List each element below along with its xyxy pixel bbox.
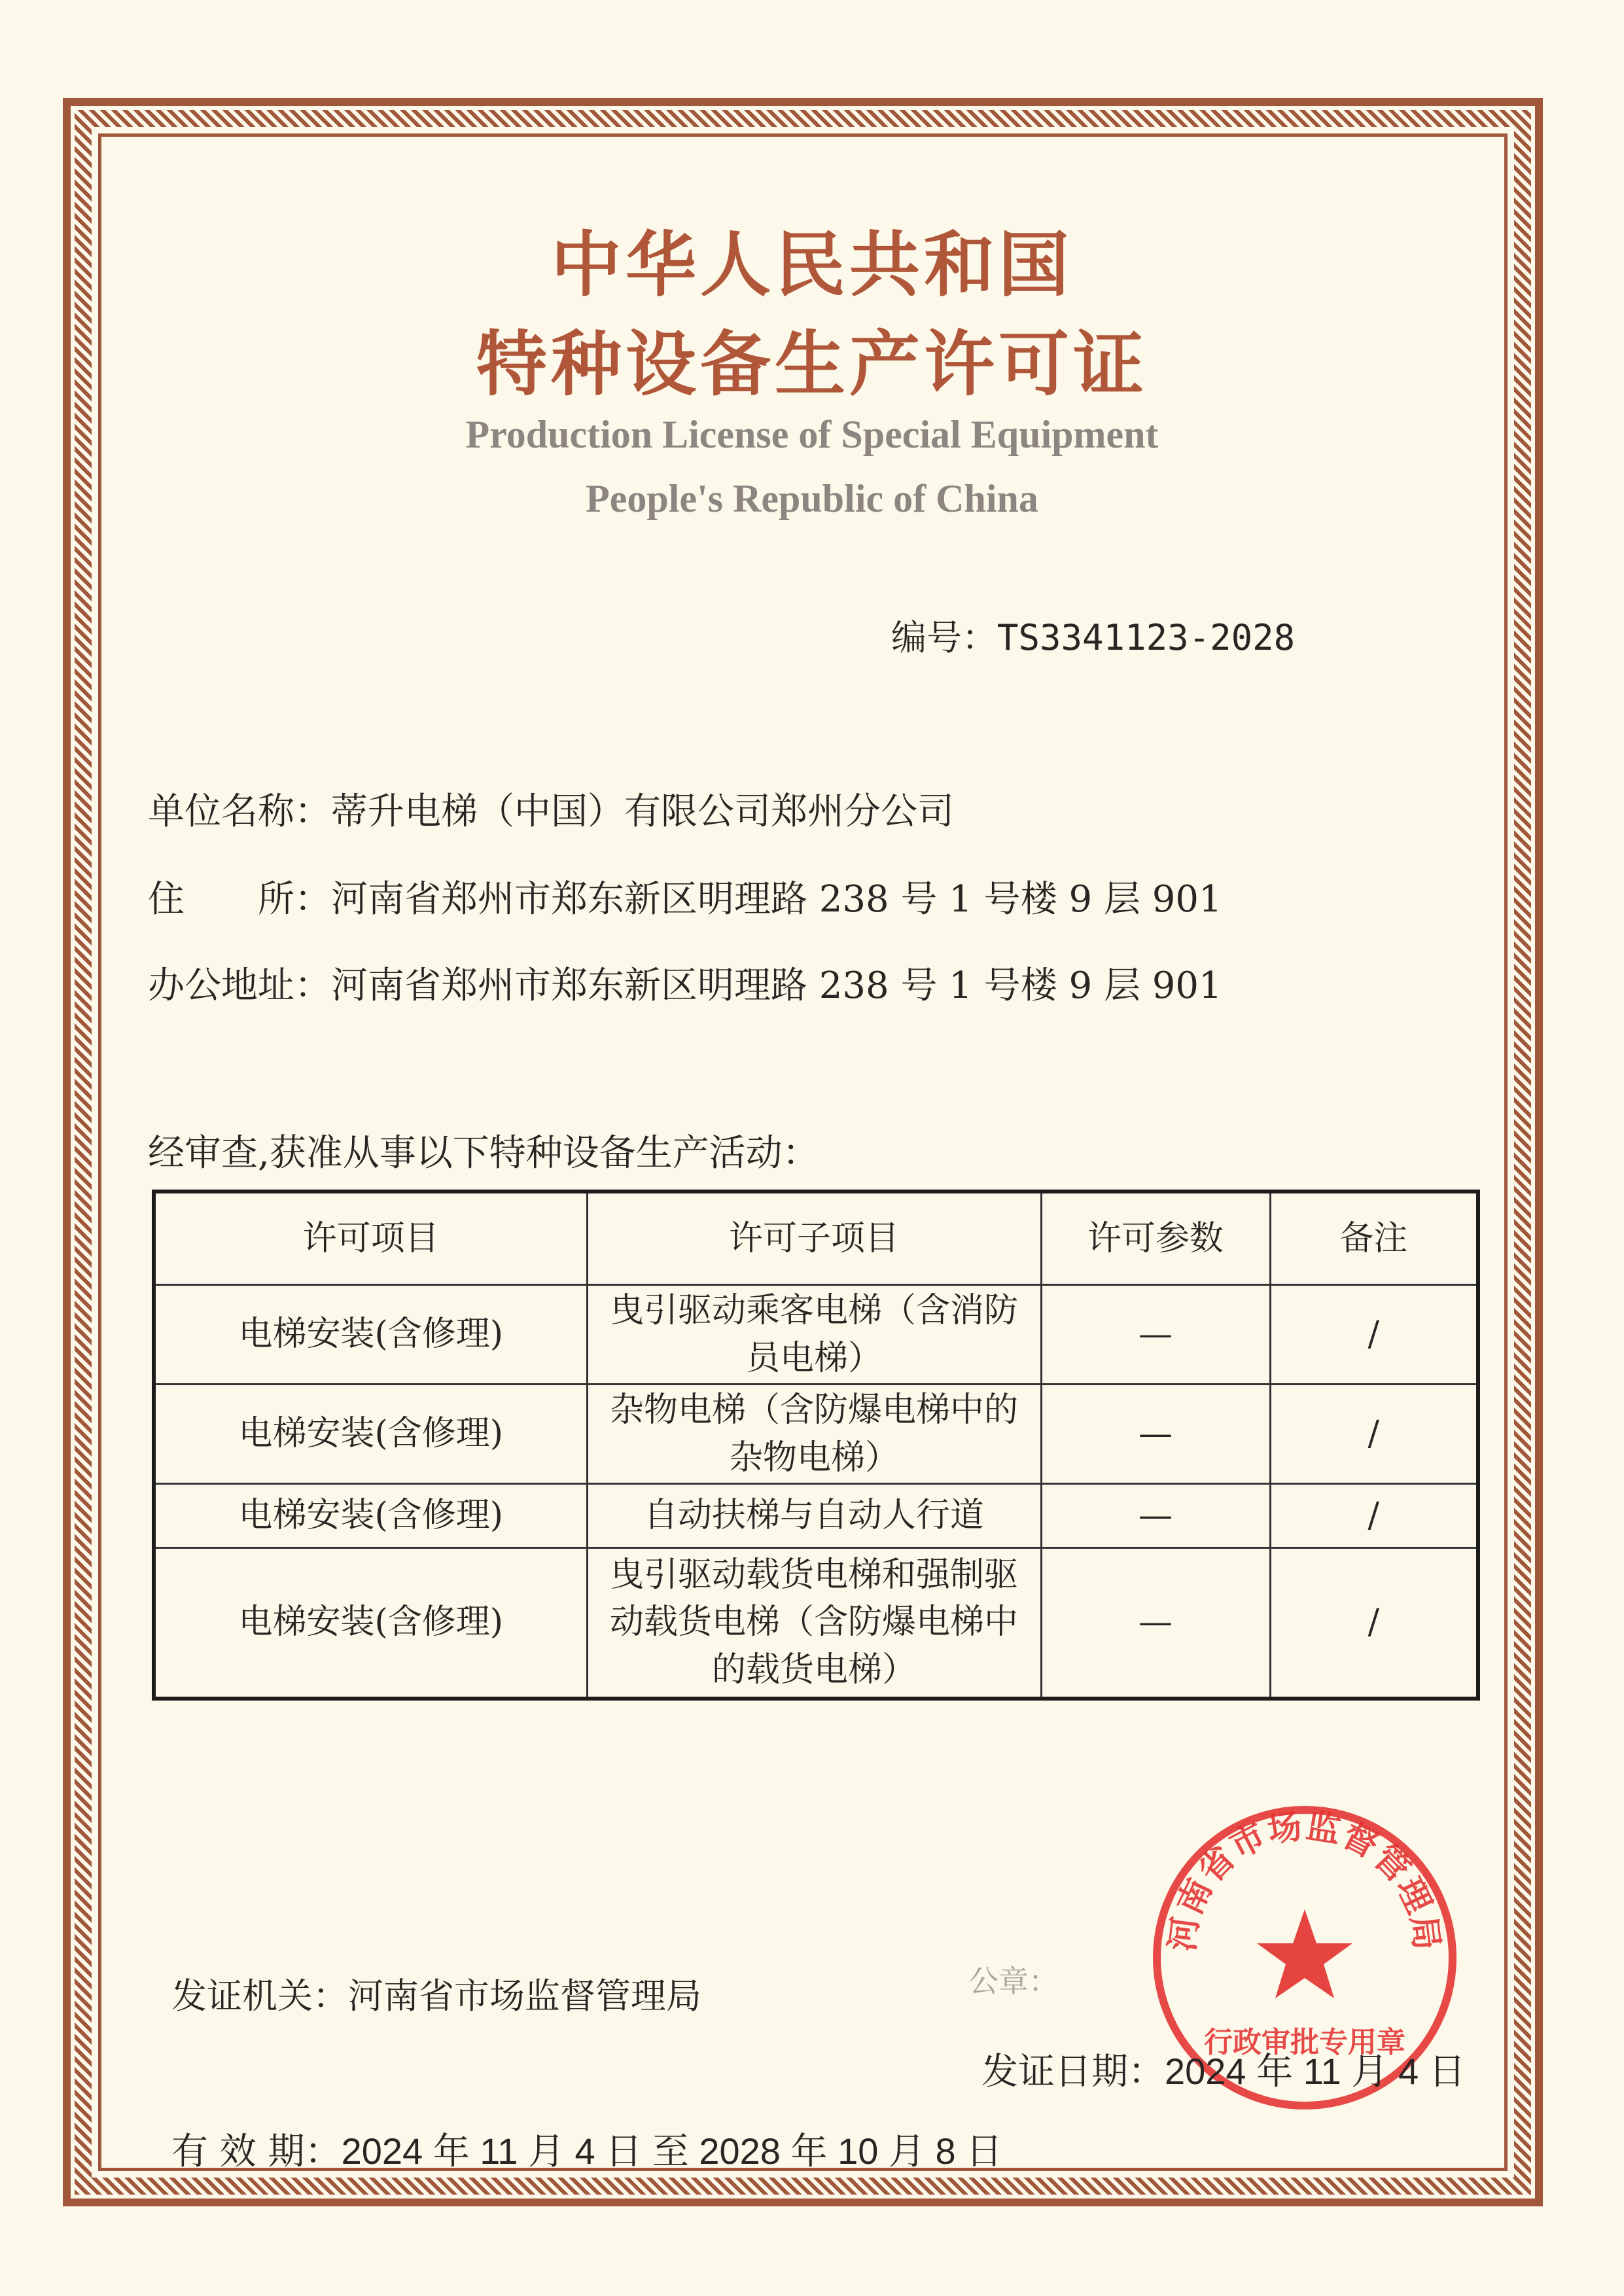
table-cell-remark: / xyxy=(1270,1548,1478,1699)
seal-text-top: 河南省市场监督管理局 xyxy=(1163,1806,1447,1954)
certificate-number xyxy=(891,610,1295,660)
seal-label: 公章： xyxy=(968,1964,1059,1999)
address-label: 住 所： xyxy=(148,878,331,921)
unit-name-line xyxy=(148,783,954,835)
table-header-item: 许可项目 xyxy=(154,1192,587,1285)
table-row xyxy=(154,1548,1478,1699)
table-header-sub-item: 许可子项目 xyxy=(587,1192,1041,1285)
issue-date-line xyxy=(981,2043,1466,2095)
seal-star xyxy=(1257,1909,1352,1998)
issuer-line xyxy=(171,1968,701,2019)
title-en-line2: People's Republic of China xyxy=(586,477,1038,520)
table-header-param: 许可参数 xyxy=(1041,1192,1270,1285)
issue-date-label: 发证日期： xyxy=(981,2051,1165,2093)
table-cell-remark: / xyxy=(1270,1484,1478,1548)
title-en-line1: Production License of Special Equipment xyxy=(465,413,1159,456)
table-cell-sub-item: 曳引驱动载货电梯和强制驱动载货电梯（含防爆电梯中的载货电梯） xyxy=(587,1548,1041,1699)
issuer-value: 河南省市场监督管理局 xyxy=(348,1975,701,2017)
table-row xyxy=(154,1285,1478,1385)
office-address-value: 河南省郑州市郑东新区明理路 238 号 1 号楼 9 层 901 xyxy=(331,964,1222,1007)
title-cn-line1: 中华人民共和国 xyxy=(550,224,1073,306)
validity-value: 2024 年 11 月 4 日 至 2028 年 10 月 8 日 xyxy=(341,2130,1003,2172)
table-cell-item: 电梯安装(含修理) xyxy=(154,1385,587,1484)
table-cell-sub-item: 曳引驱动乘客电梯（含消防员电梯） xyxy=(587,1285,1041,1385)
table-cell-remark: / xyxy=(1270,1385,1478,1484)
table-row xyxy=(154,1385,1478,1484)
issue-date-value: 2024 年 11 月 4 日 xyxy=(1165,2051,1466,2092)
title-cn-line2: 特种设备生产许可证 xyxy=(476,324,1148,406)
certificate-number-value: TS3341123-2028 xyxy=(997,617,1296,658)
unit-name-value: 蒂升电梯（中国）有限公司郑州分公司 xyxy=(331,790,954,833)
issuer-label: 发证机关： xyxy=(171,1975,348,2017)
address-value: 河南省郑州市郑东新区明理路 238 号 1 号楼 9 层 901 xyxy=(331,878,1222,921)
table-cell-item: 电梯安装(含修理) xyxy=(154,1484,587,1548)
license-items-table xyxy=(152,1190,1480,1701)
office-address-line xyxy=(148,957,1222,1009)
table-header-row xyxy=(154,1192,1478,1285)
table-cell-item: 电梯安装(含修理) xyxy=(154,1548,587,1699)
table-header-remark: 备注 xyxy=(1270,1192,1478,1285)
certificate-number-label: 编号： xyxy=(891,617,997,658)
table-cell-remark: / xyxy=(1270,1285,1478,1385)
seal-text-bottom: 行政审批专用章 xyxy=(1204,2026,1405,2059)
table-cell-param: — xyxy=(1041,1385,1270,1484)
table-cell-param: — xyxy=(1041,1484,1270,1548)
address-line xyxy=(148,870,1222,923)
office-address-label: 办公地址： xyxy=(148,964,331,1007)
validity-label: 有 效 期： xyxy=(171,2130,342,2173)
table-cell-param: — xyxy=(1041,1548,1270,1699)
table-row xyxy=(154,1484,1478,1548)
approval-intro: 经审查,获准从事以下特种设备生产活动： xyxy=(148,1132,819,1174)
table-cell-sub-item: 自动扶梯与自动人行道 xyxy=(587,1484,1041,1548)
unit-name-label: 单位名称： xyxy=(148,790,331,833)
table-cell-sub-item: 杂物电梯（含防爆电梯中的杂物电梯） xyxy=(587,1385,1041,1484)
validity-line xyxy=(171,2123,1002,2175)
table-cell-item: 电梯安装(含修理) xyxy=(154,1285,587,1385)
table-cell-param: — xyxy=(1041,1285,1270,1385)
